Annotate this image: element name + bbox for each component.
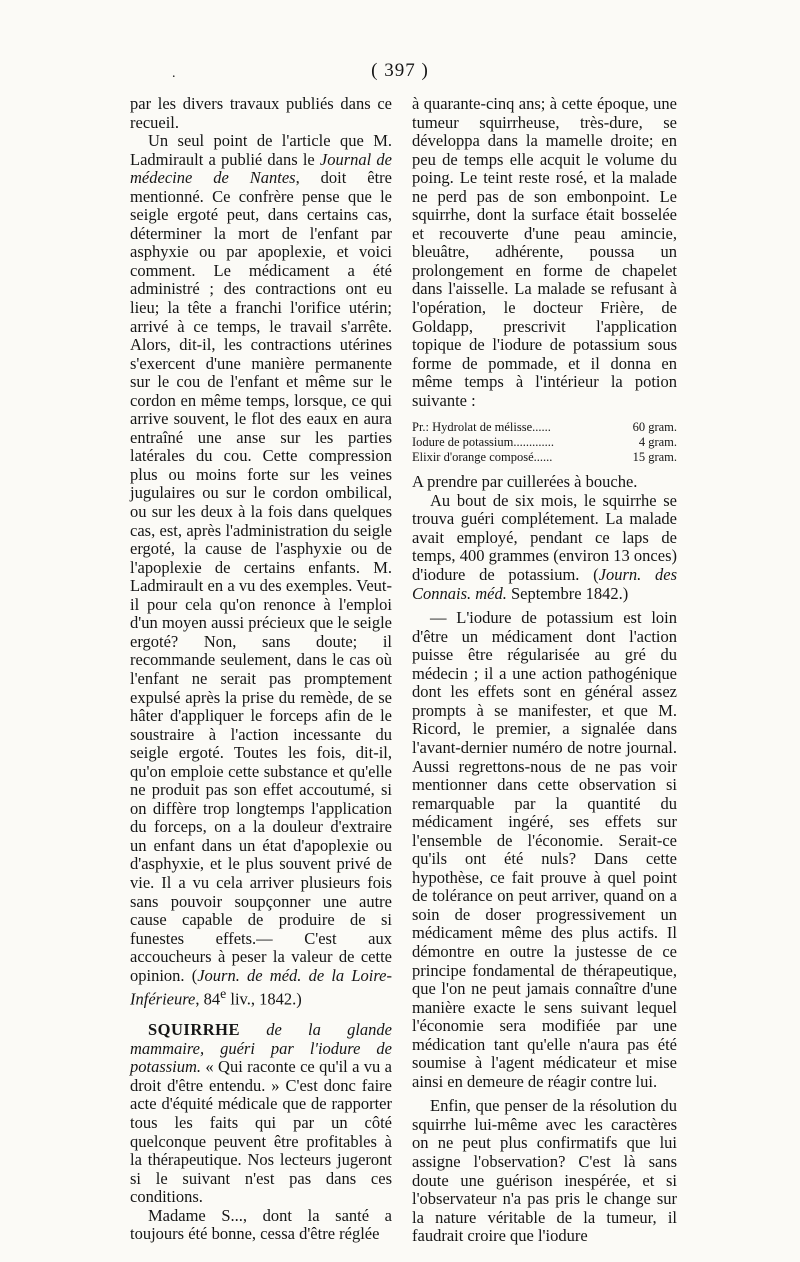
reference-citation: Journ. de méd. de la Loire-Inférieure — [130, 965, 392, 1009]
printer-dot: . — [172, 66, 176, 81]
paragraph-squirrhe-heading — [130, 1021, 392, 1206]
prescription-qty: 60 gram. — [632, 420, 677, 435]
paragraph-intro — [130, 95, 392, 132]
section-title: SQUIRRHE — [148, 1020, 241, 1040]
paragraph-madame — [130, 1207, 392, 1244]
left-column — [130, 95, 392, 1244]
paragraph-result — [412, 492, 677, 603]
text-run: liv., 1842.) — [226, 989, 302, 1009]
text-run: , doit être mentionné. Ce confrère pense que le seigle ergoté peut, dans certains cas, déterminer la mort de l'enfant par asphyxie ou par apoplexie, et voici comment. Le médicament a été administré ; des contractions ont eu lieu; la tête a franchi l'orifice utérin; arrivé à ce temps, le travail s'arrête. Alors, dit-il, les contractions utérines s'exercent d'une manière permanente sur le cou de l'enfant et même sur le cordon en même temps, lorsque, ce qui arrive souvent, le flot des eaux en aura entraîné une anse sur les parties latérales du cou. Cette compression plus ou moins forte sur les veines jugulaires ou sur le cordon ombilical, ou sur les deux à la fois dans quelques cas, est, après l'administration du seigle ergoté, la cause de l'asphyxie ou de l'apoplexie de certains enfants. M. Ladmirault en a vu des exemples. Veut-il pour cela qu'on renonce à l'emploi d'un moyen aussi précieux que le seigle ergoté? Non, sans doute; il recommande seulement, dans le cas où l'enfant ne serait pas promptement expulsé après la prise du remède, de se hâter d'appliquer le forceps afin de le soustraire à l'action incessante du seigle ergoté. Toutes les fois, dit-il, qu'on emploie cette substance et qu'elle ne produit pas son effet accoutumé, si on diffère trop longtemps l'application du forceps, on a la douleur d'extraire un enfant dans un état d'apoplexie ou d'asphyxie, et le plus souvent privé de vie. Il a vu cela arriver plusieurs fois sans pouvoir soupçonner une autre cause capable de produire de si funestes effets.— C'est aux accoucheurs à peser la valeur de cette opinion. ( — [130, 168, 392, 985]
prescription-qty: 15 gram. — [632, 450, 677, 465]
prescription-item: Elixir d'orange composé...... — [412, 450, 553, 465]
page-number: ( 397 ) — [371, 60, 429, 81]
text-run: Un seul point de l'article que M. Ladmirault a publié dans le — [130, 131, 392, 169]
reference-citation: Journ. des Connais. méd. — [412, 565, 677, 603]
text-run: Au bout de six mois, le squirrhe se trouva guéri complétement. La malade avait employé, pendant ce laps de temps, 400 grammes (environ 13 onces) d'iodure de potassium. ( — [412, 490, 677, 585]
text-run: Madame S..., dont la santé a toujours été bonne, cessa d'être réglée — [130, 1205, 392, 1244]
journal-title: Journal de médecine de Nantes — [130, 149, 393, 188]
prescription — [412, 420, 677, 465]
paragraph-intro-text: par les divers travaux publiés dans ce recueil. — [130, 94, 392, 132]
paragraph-conclusion — [412, 1097, 677, 1245]
right-column — [412, 95, 677, 1246]
prescription-item: Pr.: Hydrolat de mélisse...... — [412, 420, 551, 435]
superscript: e — [220, 986, 227, 1002]
prescription-qty: 4 gram. — [638, 435, 677, 450]
prescription-row — [412, 435, 677, 450]
paragraph-case — [412, 95, 677, 410]
text-run: « Qui raconte ce qu'il a vu a droit d'être entendu. » C'est donc faire acte d'équité médicale que de rapporter tous les faits qui par un côté quelconque peuvent être profitables à la thérapeutique. Nos lecteurs jugeront si le suivant n'est pas dans ces conditions. — [130, 1057, 392, 1207]
text-run: à quarante-cinq ans; à cette époque, une tumeur squirrheuse, très-dure, se développa dans la mamelle droite; en peu de temps elle acquit le volume du poing. Le teint reste rosé, et la malade ne perd pas de son embonpoint. Le squirrhe, dont la surface était bosselée et recouverte d'une peau amincie, bleuâtre, adhérente, poussa un prolongement en forme de chapelet dans l'aisselle. La malade se refusant à l'opération, le docteur Frière, de Goldapp, prescrivit l'application topique de l'iodure de potassium sous forme de pommade, et il donna en même temps à l'intérieur la potion suivante : — [412, 94, 677, 410]
section-subtitle: de la glande mammaire, guéri par l'iodure de potassium. — [130, 1020, 392, 1077]
paragraph-dosage — [412, 473, 677, 492]
prescription-row — [412, 450, 677, 465]
text-run: Septembre 1842.) — [506, 583, 629, 603]
text-run: Enfin, que penser de la résolution du squirrhe lui-même avec les caractères on ne peut plus confirmatifs que lui assigne l'observation? C'est là sans doute une guérison inespérée, et si l'observateur n'a pas pris le change sur la nature véritable de la tumeur, il faudrait croire que l'iodure — [412, 1096, 677, 1246]
paragraph-commentary — [412, 609, 677, 1091]
text-run: , 84 — [195, 989, 221, 1009]
text-run: A prendre par cuillerées à bouche. — [412, 472, 638, 492]
prescription-row — [412, 420, 677, 435]
text-run: — L'iodure de potassium est loin d'être un médicament dont l'action puisse être régularisée au gré du médecin ; il a une action pathogénique dont les effets sont en général assez prompts à se manifester, et que M. Ricord, le premier, a signalée dans l'avant-dernier numéro de notre journal. Aussi regrettons-nous de ne pas voir mentionner dans cette observation si remarquable par la quantité du médicament ingéré, ses effets sur l'ensemble de l'économie. Serait-ce qu'ils ont été nuls? Dans cette hypothèse, ce fait prouve à quel point de tolérance on peut arriver, quand on a soin de doser progressivement un médicament même des plus actifs. Il démontre en outre la justesse de ce principe fondamental de thérapeutique, que l'on ne peut jamais connaître d'une manière exacte le sens suivant lequel l'économie sera modifiée par une médication tant qu'elle n'aura pas été soumise à l'agent médicateur et mise ainsi en demeure de réagir contre lui. — [412, 608, 677, 1091]
paragraph-ladmirault — [130, 132, 392, 1009]
prescription-item: Iodure de potassium............. — [412, 435, 554, 450]
